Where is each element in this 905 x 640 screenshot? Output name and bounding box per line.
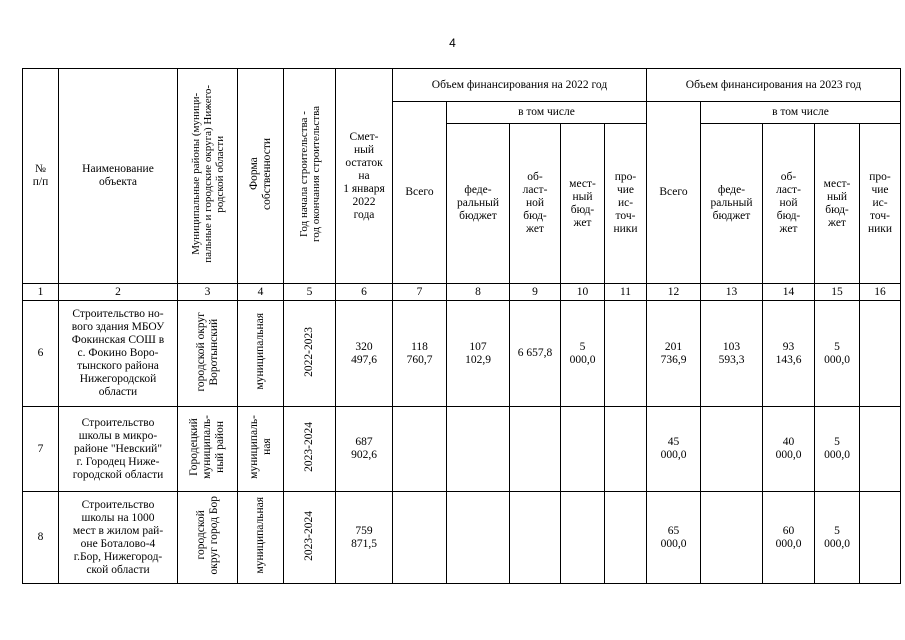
column-number: 7 xyxy=(393,284,447,301)
federal-2023 xyxy=(701,492,763,584)
header-including-2022: в том числе xyxy=(447,102,647,124)
row-no: 8 xyxy=(23,492,59,584)
local-2023: 5 000,0 xyxy=(815,492,860,584)
column-number: 2 xyxy=(59,284,178,301)
total-2022 xyxy=(393,492,447,584)
header-total-2023: Всего xyxy=(647,102,701,284)
header-years: Год начала строительства - год окончания строительства xyxy=(284,69,336,284)
column-number: 16 xyxy=(860,284,901,301)
header-district: Муниципальные районы (муници- пальные и городские округа) Нижего- родской области xyxy=(178,69,238,284)
column-number: 15 xyxy=(815,284,860,301)
total-2022 xyxy=(393,407,447,492)
total-2022: 118 760,7 xyxy=(393,301,447,407)
district: Городецкий муниципаль- ный район xyxy=(178,407,238,492)
federal-2023 xyxy=(701,407,763,492)
header-no: № п/п xyxy=(23,69,59,284)
object-name: Строительство школы в микро- районе "Невский" г. Городец Ниже- городской области xyxy=(59,407,178,492)
column-number: 10 xyxy=(561,284,605,301)
financing-table xyxy=(22,68,901,584)
header-row-1 xyxy=(23,69,901,102)
federal-2023: 103 593,3 xyxy=(701,301,763,407)
object-name: Строительство школы на 1000 мест в жилом рай- оне Боталово-4 г.Бор, Нижегород- ской области xyxy=(59,492,178,584)
header-other-2022: про- чие ис- точ- ники xyxy=(605,124,647,284)
header-other-2023: про- чие ис- точ- ники xyxy=(860,124,901,284)
table-row xyxy=(23,301,901,407)
header-regional-2023: об- ласт- ной бюд- жет xyxy=(763,124,815,284)
column-number: 4 xyxy=(238,284,284,301)
local-2022 xyxy=(561,407,605,492)
header-total-2022: Всего xyxy=(393,102,447,284)
header-regional-2022: об- ласт- ной бюд- жет xyxy=(510,124,561,284)
column-number: 3 xyxy=(178,284,238,301)
other-2023 xyxy=(860,407,901,492)
regional-2022 xyxy=(510,407,561,492)
column-number: 6 xyxy=(336,284,393,301)
federal-2022 xyxy=(447,407,510,492)
header-federal-2022: феде- ральный бюджет xyxy=(447,124,510,284)
remaining: 759 871,5 xyxy=(336,492,393,584)
header-remaining: Смет- ный остаток на 1 января 2022 года xyxy=(336,69,393,284)
local-2022: 5 000,0 xyxy=(561,301,605,407)
table-row xyxy=(23,407,901,492)
years: 2023-2024 xyxy=(284,407,336,492)
column-number: 14 xyxy=(763,284,815,301)
header-local-2022: мест- ный бюд- жет xyxy=(561,124,605,284)
other-2022 xyxy=(605,407,647,492)
regional-2023: 60 000,0 xyxy=(763,492,815,584)
object-name: Строительство но- вого здания МБОУ Фокинская СОШ в с. Фокино Воро- тынского района Нижегородской области xyxy=(59,301,178,407)
column-numbers-row xyxy=(23,284,901,301)
column-number: 5 xyxy=(284,284,336,301)
federal-2022: 107 102,9 xyxy=(447,301,510,407)
column-number: 11 xyxy=(605,284,647,301)
header-name: Наименование объекта xyxy=(59,69,178,284)
local-2023: 5 000,0 xyxy=(815,407,860,492)
page-number: 4 xyxy=(449,36,456,50)
other-2023 xyxy=(860,301,901,407)
column-number: 1 xyxy=(23,284,59,301)
column-number: 13 xyxy=(701,284,763,301)
district: городской округ Воротынский xyxy=(178,301,238,407)
remaining: 687 902,6 xyxy=(336,407,393,492)
ownership: муниципальная xyxy=(238,301,284,407)
federal-2022 xyxy=(447,492,510,584)
other-2022 xyxy=(605,301,647,407)
regional-2022: 6 657,8 xyxy=(510,301,561,407)
other-2022 xyxy=(605,492,647,584)
row-no: 7 xyxy=(23,407,59,492)
header-including-2023: в том числе xyxy=(701,102,901,124)
total-2023: 45 000,0 xyxy=(647,407,701,492)
column-number: 12 xyxy=(647,284,701,301)
years: 2022-2023 xyxy=(284,301,336,407)
regional-2023: 40 000,0 xyxy=(763,407,815,492)
years: 2023-2024 xyxy=(284,492,336,584)
ownership: муниципаль- ная xyxy=(238,407,284,492)
remaining: 320 497,6 xyxy=(336,301,393,407)
column-number: 9 xyxy=(510,284,561,301)
header-fin-2022: Объем финансирования на 2022 год xyxy=(393,69,647,102)
district: городской округ город Бор xyxy=(178,492,238,584)
local-2022 xyxy=(561,492,605,584)
header-ownership: Форма собственности xyxy=(238,69,284,284)
ownership: муниципальная xyxy=(238,492,284,584)
other-2023 xyxy=(860,492,901,584)
regional-2023: 93 143,6 xyxy=(763,301,815,407)
row-no: 6 xyxy=(23,301,59,407)
total-2023: 201 736,9 xyxy=(647,301,701,407)
header-federal-2023: феде- ральный бюджет xyxy=(701,124,763,284)
regional-2022 xyxy=(510,492,561,584)
total-2023: 65 000,0 xyxy=(647,492,701,584)
header-fin-2023: Объем финансирования на 2023 год xyxy=(647,69,901,102)
table-row xyxy=(23,492,901,584)
header-local-2023: мест- ный бюд- жет xyxy=(815,124,860,284)
local-2023: 5 000,0 xyxy=(815,301,860,407)
column-number: 8 xyxy=(447,284,510,301)
